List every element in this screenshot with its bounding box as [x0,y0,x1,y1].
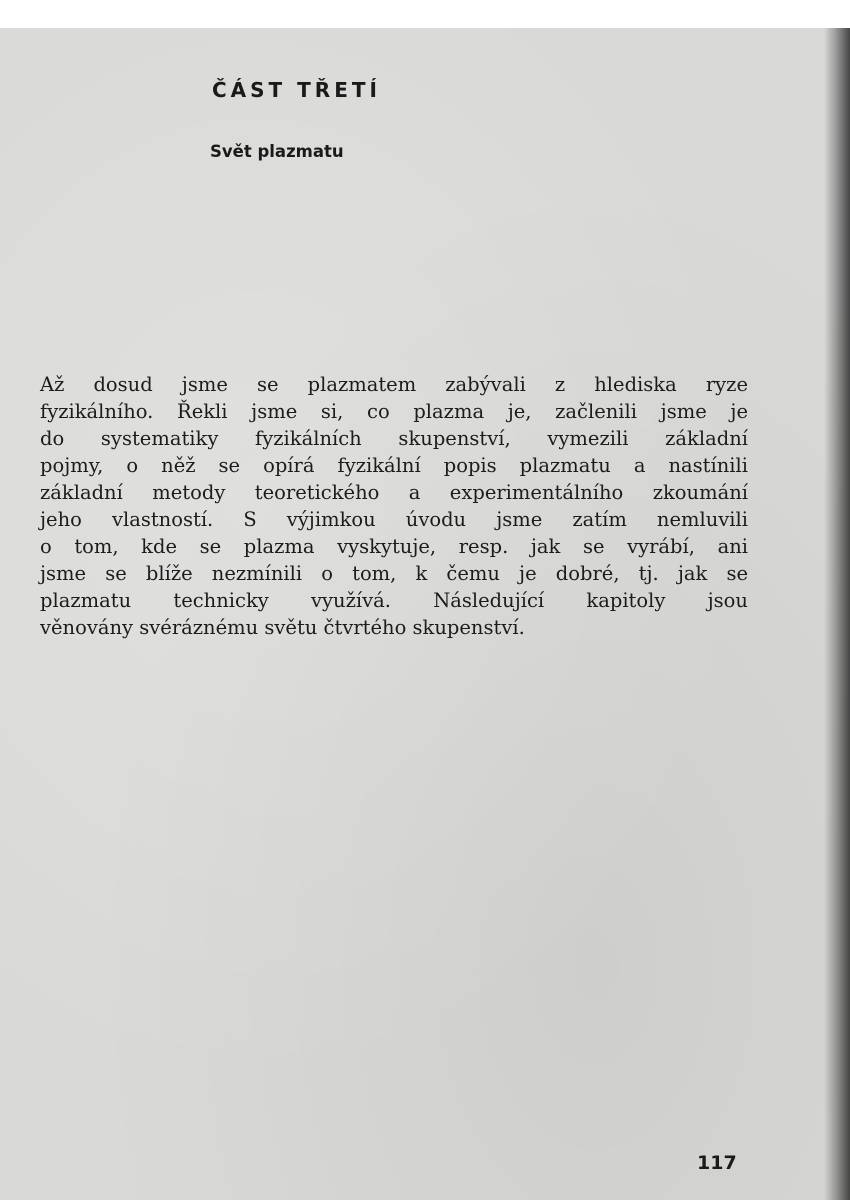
paragraph-line: Až dosud jsme se plazmatem zabývali z hlediska ryze [40,373,748,396]
paragraph-line: do systematiky fyzikálních skupenství, vymezili základní [40,427,748,450]
paragraph-line: plazmatu technicky využívá. Následující kapitoly jsou [40,589,748,612]
book-page [0,28,850,1200]
paragraph-line: fyzikálního. Řekli jsme si, co plazma je, začlenili jsme je [40,400,748,423]
part-title: ČÁST TŘETÍ [212,78,381,102]
body-paragraph [40,371,748,641]
chapter-title: Svět plazmatu [210,142,344,161]
page-number: 117 [697,1152,737,1174]
paragraph-line: základní metody teoretického a experimentálního zkoumání [40,481,748,504]
paragraph-line: věnovány svéráznému světu čtvrtého skupenství. [40,616,525,639]
paragraph-line: pojmy, o něž se opírá fyzikální popis plazmatu a nastínili [40,454,748,477]
paragraph-line: o tom, kde se plazma vyskytuje, resp. jak se vyrábí, ani [40,535,748,558]
paragraph-line: jsme se blíže nezmínili o tom, k čemu je dobré, tj. jak se [40,562,748,585]
paragraph-line: jeho vlastností. S výjimkou úvodu jsme zatím nemluvili [40,508,748,531]
